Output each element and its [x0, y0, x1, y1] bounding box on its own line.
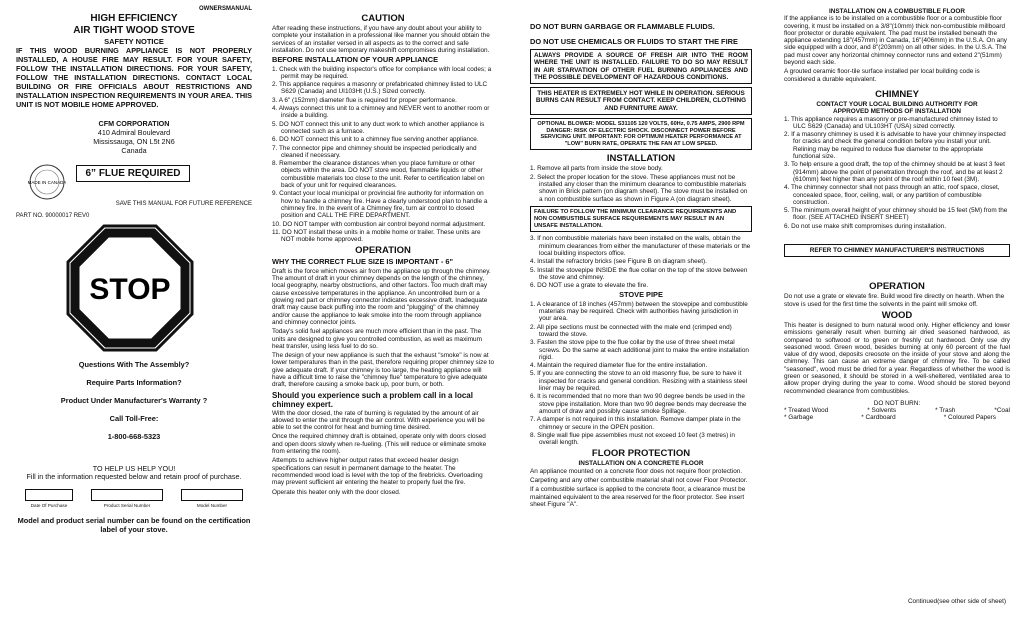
caution-heading: CAUTION [361, 13, 405, 24]
list-item: 5. If you are connecting the stove to an old masonry flue, be sure to have it inspected for cracks and general condition. Resizing with a stainless steel liner may be required. [530, 370, 748, 393]
list-item: 7. A damper is not required in this installation. Remove damper plate in the chimney or secure in the OPEN position. [530, 416, 741, 431]
stove-pipe-list [530, 301, 752, 447]
operation2-heading: OPERATION [869, 281, 925, 293]
seal-text: MADE IN CANADA [28, 180, 66, 186]
list-item: 5. Install the stovepipe INSIDE the flue collar on the top of the stove between the stove and chimney. [530, 266, 748, 281]
list-item: 7. The connector pipe and chimney should be inspected periodically and cleaned if necessary. [272, 144, 477, 159]
list-item: 6. DO NOT use a grate to elevate the fire. [530, 282, 649, 290]
list-item: 3. A 6" (152mm) diameter flue is required for proper performance. [272, 96, 457, 104]
save-manual-note: SAVE THIS MANUAL FOR FUTURE REFERENCE [115, 201, 252, 208]
floor-para: If a combustible surface is applied to the concrete floor, a clearance must be maintained equivalent to the area reserved for the floor protector. See insert sheet Figure "A". [530, 486, 746, 508]
chimney-heading: CHIMNEY [875, 88, 919, 100]
installation-list [530, 165, 752, 202]
smoke-para: Attempts to achieve higher output rates that exceed heater design specifications can result in permanent damage to the heater. The recommended wood load is level with the top of the firebricks. Overloading may prevent sufficient air entering the heater to properly fuel the fire. [272, 457, 483, 487]
list-item: 6. DO NOT connect this unit to a chimney flue serving another appliance. [272, 136, 479, 144]
model-number-field[interactable] [181, 489, 243, 501]
do-not-burn-item: * Treated Wood [784, 407, 829, 415]
serial-number-label: Product Serial Number [103, 503, 151, 509]
list-item: 1. This appliance requires a masonry or pre-manufactured chimney listed to ULC S629 (Canada) and UL103HT (USA) sized correctly. [784, 115, 998, 130]
smoke-heading: Should you experience such a problem call in a local chimney expert. [272, 390, 473, 409]
do-not-burn-item: *Coal [994, 407, 1010, 415]
part-number: PART NO. 90000017 REV0 [16, 212, 90, 219]
floor-para: Carpeting and any other combustible material shall not cover Floor Protector. [530, 477, 748, 485]
list-item: 6. It is recommended that no more than two 90 degree bends be used in the stove pipe installation. More than two 90 degree bends may decrease the amount of draw and possibly cause smoke Spillage. [530, 393, 747, 415]
list-item: 2. This appliance requires a masonry or prefabricated chimney listed to ULC S629 (Canada) and UI103Ht (U.S.) Sized correctly. [272, 81, 488, 96]
company-name: CFM CORPORATION [98, 119, 170, 129]
no-garbage-warning: DO NOT BURN GARBAGE OR FLAMMABLE FLUIDS. [530, 22, 715, 31]
chimney-list [784, 116, 1010, 230]
combustible-para: If the appliance is to be installed on a combustible floor or a combustible floor covering, it must be installed on a 3/8"(10mm) thick non-combustible millboard floor protector or durable equivalent. The pad must be installed beneath the appliance extending 18"(457mm) in Canada, 16"(406mm) in the U.S.A. On any side equipped with a door, and 8"(203mm) on all other sides. In the U.S.A. The pad must cover any horizontal chimney connector runs and extend 2"(51mm) beyond each side. [784, 15, 1008, 67]
flue-required-box: 6” FLUE REQUIRED [76, 165, 190, 182]
list-item: 2. All pipe sections must be connected with the male end (crimped end) toward the stove. [530, 323, 732, 338]
company-block [16, 119, 252, 155]
list-item: 3. To help ensure a good draft, the top of the chimney should be at least 3 feet (914mm) above the point of penetration through the roof, and be at least 2 (610mm) feet higher than any point of the roof within 10 feet (3M). [784, 161, 1005, 183]
date-of-purchase-field[interactable] [25, 489, 73, 501]
do-not-burn-row [784, 407, 1010, 414]
fresh-air-box: ALWAYS PROVIDE A SOURCE OF FRESH AIR INTO THE ROOM WHERE THE UNIT IS INSTALLED. FAILURE TO DO SO MAY RESULT IN AIR STARVATION OF OTHER FUEL BURNING APPLIANCES AND THE POSSIBLE DEVELOPMENT OF HAZARDOUS CONDITIONS. [530, 49, 752, 84]
wood-text: This heater is designed to burn natural wood only. Higher efficiency and lower emissions generally result when burning air dried seasoned hardwood, as compared to softwood or to green or freshly cut hardwood. Only use dry seasoned wood. Green wood, besides burning at only 60 percent of the fuel value of dry wood, deposits creosote on the inside of your stove and along the chimney. This can cause an extreme danger of chimney fire. To be called "seasoned", wood must be dried for a year. Regardless of whether the wood is green or seasoned, it should be stored in a well-sheltered, ventilated area to allow proper drying during the year to come. Wood should be stored beyond recommended clearance from combustibles. [784, 321, 1010, 395]
stop-sign-icon [66, 224, 194, 352]
list-item: 1. Check with the building inspector's office for compliance with local codes; a permit may be required. [272, 65, 492, 80]
do-not-burn-item: * Solvents [867, 407, 897, 415]
stove-pipe-heading: STOVE PIPE [619, 290, 663, 300]
list-item: 4. The chimney connector shall not pass through an attic, roof space, closet, concealed space, floor, ceiling, wall, or any partition of combustible construction. [784, 184, 1000, 206]
help-text: Fill in the information requested below and retain proof of purchase. [26, 472, 242, 482]
flue-size-para: The design of your new appliance is such that the exhaust "smoke" is now at lower temperatures than in the past, therefore requiring proper chimney size to give adequate draft. If your chimney is too large, the heating appliance will have a difficult time to raise the "chimney flue" temperature to give adequate draft, therefore causing a smoke back up, poor burn, or both. [272, 352, 495, 389]
question-warranty: Product Under Manufacturer's Warranty ? [60, 395, 208, 405]
installation-heading: INSTALLATION [606, 153, 676, 165]
before-install-list [272, 66, 494, 244]
help-block [16, 465, 252, 482]
combustible-heading: INSTALLATION ON A COMBUSTIBLE FLOOR [829, 8, 965, 15]
list-item: 2. Select the proper location for the stove. These appliances must not be installed any closer than the minimum clearance to combustible materials shown in Brick pattern (on diagram sheet). The stove must be installed on a non combustible surface as shown in Figure A (on diagram sheet). [530, 173, 748, 203]
caution-text: After reading these instructions, if you have any doubt about your ability to complete your installation in a professional like manner you should obtain the services of an installer versed in all aspects as to the correct and safe installation. Do not use temporary makeshift compromises during installation. [272, 25, 490, 54]
list-item: 9. Contact your local municipal or provincial fire authority for information on how to handle a chimney fire. Have a clearly understood plan to handle a chimney fire. In the event of a Chimney fire, turn air control to closed position and CALL THE FIRE DEPARTMENT. [272, 190, 488, 220]
do-not-burn-item: * Cardboard [861, 414, 896, 422]
wood-heading: WOOD [881, 309, 913, 321]
floor-heading: FLOOR PROTECTION [591, 448, 691, 460]
list-item: 3. If non combustible materials have been installed on the walls, obtain the minimum clearances from either the manufacturer of these materials or the local building inspectors office. [530, 235, 751, 257]
company-address1: 410 Admiral Boulevard [97, 128, 171, 138]
company-address2: Mississauga, ON L5t 2N6 [93, 137, 175, 147]
list-item: 8. Single wall flue pipe assemblies must not exceed 10 feet (3 metres) in overall length. [530, 431, 735, 447]
serial-number-field[interactable] [91, 489, 163, 501]
stop-text: STOP [89, 272, 171, 306]
do-not-burn-heading: DO NOT BURN: [873, 399, 921, 407]
questions-block [16, 360, 252, 441]
safety-notice-text: IF THIS WOOD BURNING APPLIANCE IS NOT PROPERLY INSTALLED, A HOUSE FIRE MAY RESULT. FOR YOUR SAFETY, FOLLOW THE INSTALLATION DIRECTIONS. FOR YOUR SAFETY, FOLLOW THE INSTALLATION DIRECTIONS. CONTACT LOCAL BUILDING OR FIRE OFFICIALS ABOUT RESTRICTIONS AND INSTALLATION INSPECTION REQUIREMENTS IN YOUR AREA. THIS UNIT IS NOT MOBILE HOME APPROVED. [16, 46, 252, 110]
list-item: 11. DO NOT install these units in a mobile home or trailer. These units are NOT mobile home approved. [272, 228, 481, 244]
list-item: 3. Fasten the stove pipe to the flue collar by the use of three sheet metal screws. Do the same at each additional joint to make the entire installation rigid. [530, 339, 749, 361]
no-chemicals-warning: DO NOT USE CHEMICALS OR FLUIDS TO START THE FIRE [530, 37, 738, 46]
title-line1: HIGH EFFICIENCY [90, 13, 178, 25]
list-item: 8. Remember the clearance distances when you place furniture or other objects within the area. DO NOT store wood, flammable liquids or other combustible materials too close to the unit. Refer to certification label on back of your unit for required clearances. [272, 160, 485, 190]
blower-box: OPTIONAL BLOWER: MODEL S31105 120 VOLTS, 60Hz, 0.75 AMPS, 2900 RPM DANGER: RISK OF ELECTRIC SHOCK. DISCONNECT POWER BEFORE SERVICING UNIT. IMPORTANT: FOR OPTIMUM HEATER PERFORMANCE AT "LOW" BURN RATE, OPERATE THE FAN AT LOW SPEED. [530, 118, 752, 150]
do-not-burn-item: * Garbage [784, 414, 814, 422]
column-installation [530, 6, 752, 510]
toll-free-number: 1-800-668-5323 [107, 431, 161, 441]
flue-size-para: Today's solid fuel appliances are much more efficient than in the past. The units are designed to give you controlled combustion, as well as maximum heat transfer, using less fuel to do so. [272, 328, 482, 350]
do-not-burn-item: * Coloured Papers [943, 414, 996, 422]
do-not-burn-row [784, 414, 1010, 421]
operation-heading: OPERATION [355, 245, 411, 257]
installation-list-2 [530, 235, 752, 289]
flue-size-heading: WHY THE CORRECT FLUE SIZE IS IMPORTANT - 6" [272, 257, 454, 267]
list-item: 2. If a masonry chimney is used it is advisable to have your chimney inspected for cracks and check the general condition before you install your unit. Relining may be required to reduce flue diameter to the appropriate functional size. [784, 131, 1006, 161]
do-not-burn-item: * Trash [935, 407, 956, 415]
title-line2: AIR TIGHT WOOD STOVE [73, 25, 195, 37]
list-item: 6. Do not use make shift compromises during installation. [784, 222, 946, 230]
model-number-label: Model Number [196, 503, 228, 509]
column-cover [16, 6, 252, 536]
operation2-text: Do not use a grate or elevate fire. Build wood fire directly on hearth. When the stove is used for the first time the solvents in the paint will smoke off. [784, 293, 1005, 308]
column-caution [272, 6, 494, 498]
question-parts: Require Parts Information? [86, 377, 182, 387]
floor-para: An appliance mounted on a concrete floor does not require floor protection. [530, 467, 743, 475]
floor-subheading: INSTALLATION ON A CONCRETE FLOOR [578, 460, 704, 468]
certification-note: Model and product serial number can be found on the certification label of your stove. [17, 516, 251, 535]
clearance-box: FAILURE TO FOLLOW THE MINIMUM CLEARANCE REQUIREMENTS AND NON COMBUSTIBLE SURFACE REQUIREMENTS MAY RESULT IN AN UNSAFE INSTALLATION. [530, 206, 752, 232]
hot-heater-box: THIS HEATER IS EXTREMELY HOT WHILE IN OPERATION. SERIOUS BURNS CAN RESULT FROM CONTACT. KEEP CHILDREN, CLOTHING AND FURNITURE AWAY. [530, 87, 752, 115]
purchase-fields [16, 489, 252, 509]
smoke-para: With the door closed, the rate of burning is regulated by the amount of air allowed to enter the unit through the air control. With experience you will be able to set the control for heat and burning time desired. [272, 409, 485, 432]
smoke-para: Operate this heater only with the door closed. [272, 488, 401, 496]
safety-notice-heading: SAFETY NOTICE [104, 37, 164, 47]
toll-free-label: Call Toll-Free: [109, 413, 159, 423]
smoke-para: Once the required chimney draft is obtained, operate only with doors closed and open doors slowly when re-fueling. (This will reduce or eliminate smoke from entering the room). [272, 433, 487, 456]
before-install-heading: BEFORE INSTALLATION OF YOUR APPLIANCE [272, 55, 439, 65]
combustible-para: A grouted ceramic floor-tile surface installed per local building code is considered a durable equivalent. [784, 68, 980, 83]
continued-note: Continued(see other side of sheet) [907, 598, 1006, 605]
flue-size-para: Draft is the force which moves air from the appliance up through the chimney. The amount of draft in your chimney depends on the length of the chimney, local geography, nearby obstructions, and other factors. Too much draft may cause excessive temperatures in the appliance. An uncontrolled burn or a glowing red part or chimney connector indicates excessive draft. Inadequate draft may cause back puffing into the room and "plugging" of the chimney and/or cause the appliance to leak smoke into the room through appliance and chimney connector joints. [272, 267, 491, 326]
help-heading: TO HELP US HELP YOU! [92, 463, 176, 473]
company-country: Canada [121, 146, 147, 156]
owners-manual-label: OWNERSMANUAL [199, 6, 252, 12]
column-chimney [784, 6, 1010, 422]
list-item: 1. Remove all parts from inside the stove body. [530, 165, 663, 173]
list-item: 5. DO NOT connect this unit to any duct work to which another appliance is connected such as a furnace. [272, 120, 485, 135]
question-assembly: Questions With The Assembly? [78, 359, 190, 369]
list-item: 5. The minimum overall height of your chimney should be 15 feet (5M) from the floor. (SEE ATTACHED INSERT SHEET) [784, 207, 1008, 222]
list-item: 10. DO NOT tamper with combustion air control beyond normal adjustment. [272, 220, 486, 228]
list-item: 1. A clearance of 18 inches (457mm) between the stovepipe and combustible materials may be required. Check with authorities having jurisdiction in your area. [530, 300, 748, 323]
list-item: 4. Always connect this unit to a chimney and NEVER vent to another room or inside a building. [272, 105, 490, 120]
date-of-purchase-label: Date Of Purchase [30, 503, 68, 509]
refer-chimney-box: REFER TO CHIMNEY MANUFACTURER'S INSTRUCTIONS [784, 244, 1010, 257]
made-in-canada-seal-icon [28, 163, 66, 201]
list-item: 4. Install the refractory bricks (see Figure B on diagram sheet). [530, 258, 707, 266]
chimney-subheading: CONTACT YOUR LOCAL BUILDING AUTHORITY FOR APPROVED METHODS OF INSTALLATION [816, 100, 978, 116]
list-item: 4. Maintain the required diameter flue for the entire installation. [530, 362, 708, 370]
